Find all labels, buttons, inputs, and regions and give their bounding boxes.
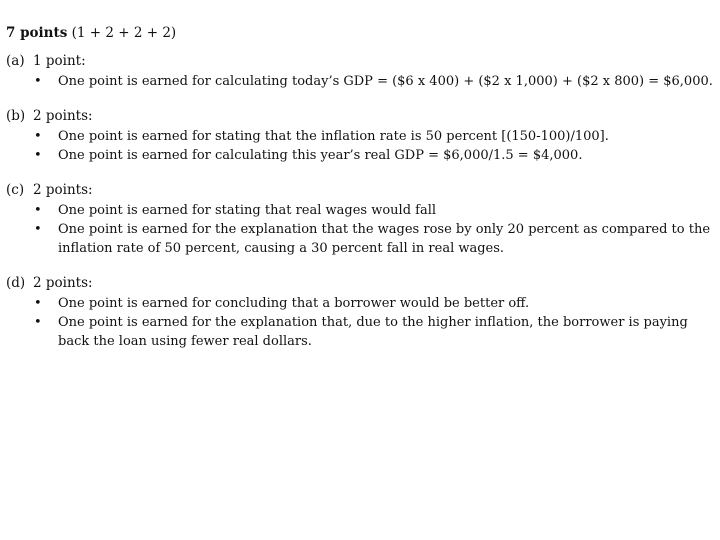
bullet-text: One point is earned for calculating this year’s real GDP = $6,000/1.5 = $4,000. <box>58 148 583 163</box>
bullet-list <box>6 201 718 258</box>
section-points: 1 point: <box>33 53 86 69</box>
bullet-text: One point is earned for stating that real wages would fall <box>58 203 437 218</box>
points-breakdown: (1 + 2 + 2 + 2) <box>71 25 177 41</box>
section-points: 2 points: <box>33 182 93 198</box>
bullet-text: One point is earned for calculating today’s GDP = ($6 x 400) + ($2 x 1,000) + ($2 x 800) = $6,000. <box>58 74 713 89</box>
scoring-guide <box>6 24 718 367</box>
bullet-text: One point is earned for the explanation that the wages rose by only 20 percent as compared to the inflation rate of 50 percent, causing a 30 percent fall in real wages. <box>58 222 711 256</box>
bullet-icon: • <box>34 315 42 330</box>
section-c-title <box>6 181 718 199</box>
bullet-list <box>6 72 718 91</box>
section-points: 2 points: <box>33 275 93 291</box>
section-c <box>6 181 718 258</box>
bullet-text: One point is earned for stating that the inflation rate is 50 percent [(150-100)/100]. <box>58 129 609 144</box>
section-points: 2 points: <box>33 108 93 124</box>
list-item <box>6 72 718 91</box>
section-letter: (a) <box>6 53 25 69</box>
bullet-icon: • <box>34 74 42 89</box>
section-d <box>6 274 718 351</box>
section-b <box>6 107 718 165</box>
bullet-icon: • <box>34 148 42 163</box>
list-item <box>6 294 718 313</box>
section-a-title <box>6 52 718 70</box>
section-b-title <box>6 107 718 125</box>
section-letter: (c) <box>6 182 25 198</box>
list-item <box>6 220 718 258</box>
section-d-title <box>6 274 718 292</box>
section-letter: (d) <box>6 275 26 291</box>
bullet-list <box>6 294 718 351</box>
section-letter: (b) <box>6 108 26 124</box>
bullet-icon: • <box>34 203 42 218</box>
bullet-icon: • <box>34 222 42 237</box>
list-item <box>6 146 718 165</box>
bullet-list <box>6 127 718 165</box>
points-header <box>6 24 718 42</box>
section-a <box>6 52 718 91</box>
bullet-icon: • <box>34 129 42 144</box>
bullet-icon: • <box>34 296 42 311</box>
list-item <box>6 127 718 146</box>
bullet-text: One point is earned for concluding that a borrower would be better off. <box>58 296 530 311</box>
total-points: 7 points <box>6 25 68 41</box>
bullet-text: One point is earned for the explanation that, due to the higher inflation, the borrower is paying back the loan using fewer real dollars. <box>58 315 688 349</box>
list-item <box>6 313 718 351</box>
list-item <box>6 201 718 220</box>
